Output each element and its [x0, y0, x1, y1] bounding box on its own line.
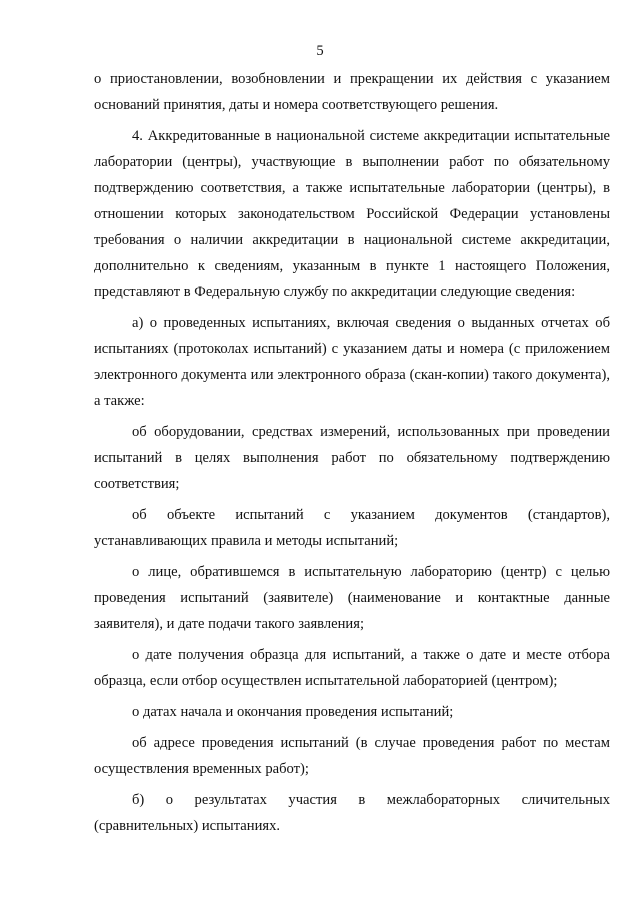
paragraph-test-object: об объекте испытаний с указанием документов (стандартов), устанавливающих правила и методы испытаний;: [94, 507, 610, 549]
paragraph-applicant: о лице, обратившемся в испытательную лабораторию (центр) с целью проведения испытаний (заявителе) (наименование и контактные данные заявителя), и дате подачи такого заявления;: [94, 564, 610, 632]
paragraph-item-4: 4. Аккредитованные в национальной системе аккредитации испытательные лаборатории (центры), участвующие в выполнении работ по обязательному подтверждению соответствия, а также испытательные лаборатории (центры), в отношении которых законодательством Российской Федерации установлены требования о наличии аккредитации в национальной системе аккредитации, дополнительно к сведениям, указанным в пункте 1 настоящего Положения, представляют в Федеральную службу по аккредитации следующие сведения:: [94, 128, 610, 300]
paragraph-test-dates: о датах начала и окончания проведения испытаний;: [132, 704, 454, 720]
paragraph-continuation: о приостановлении, возобновлении и прекращении их действия с указанием оснований принятия, даты и номера соответствующего решения.: [94, 71, 610, 113]
paragraph-subitem-a: а) о проведенных испытаниях, включая сведения о выданных отчетах об испытаниях (протоколах испытаний) с указанием даты и номера (с приложением электронного документа или электронного образа (скан-копии) такого документа), а также:: [94, 315, 610, 409]
paragraph-subitem-b: б) о результатах участия в межлабораторных сличительных (сравнительных) испытаниях.: [94, 792, 610, 834]
document-body: [94, 66, 610, 839]
paragraph-test-address: об адресе проведения испытаний (в случае проведения работ по местам осуществления временных работ);: [94, 735, 610, 777]
paragraph-sample-date: о дате получения образца для испытаний, а также о дате и месте отбора образца, если отбор осуществлен испытательной лабораторией (центром);: [94, 647, 610, 689]
paragraph-equipment: об оборудовании, средствах измерений, использованных при проведении испытаний в целях выполнения работ по обязательному подтверждению соответствия;: [94, 424, 610, 492]
page-number: 5: [316, 43, 324, 59]
